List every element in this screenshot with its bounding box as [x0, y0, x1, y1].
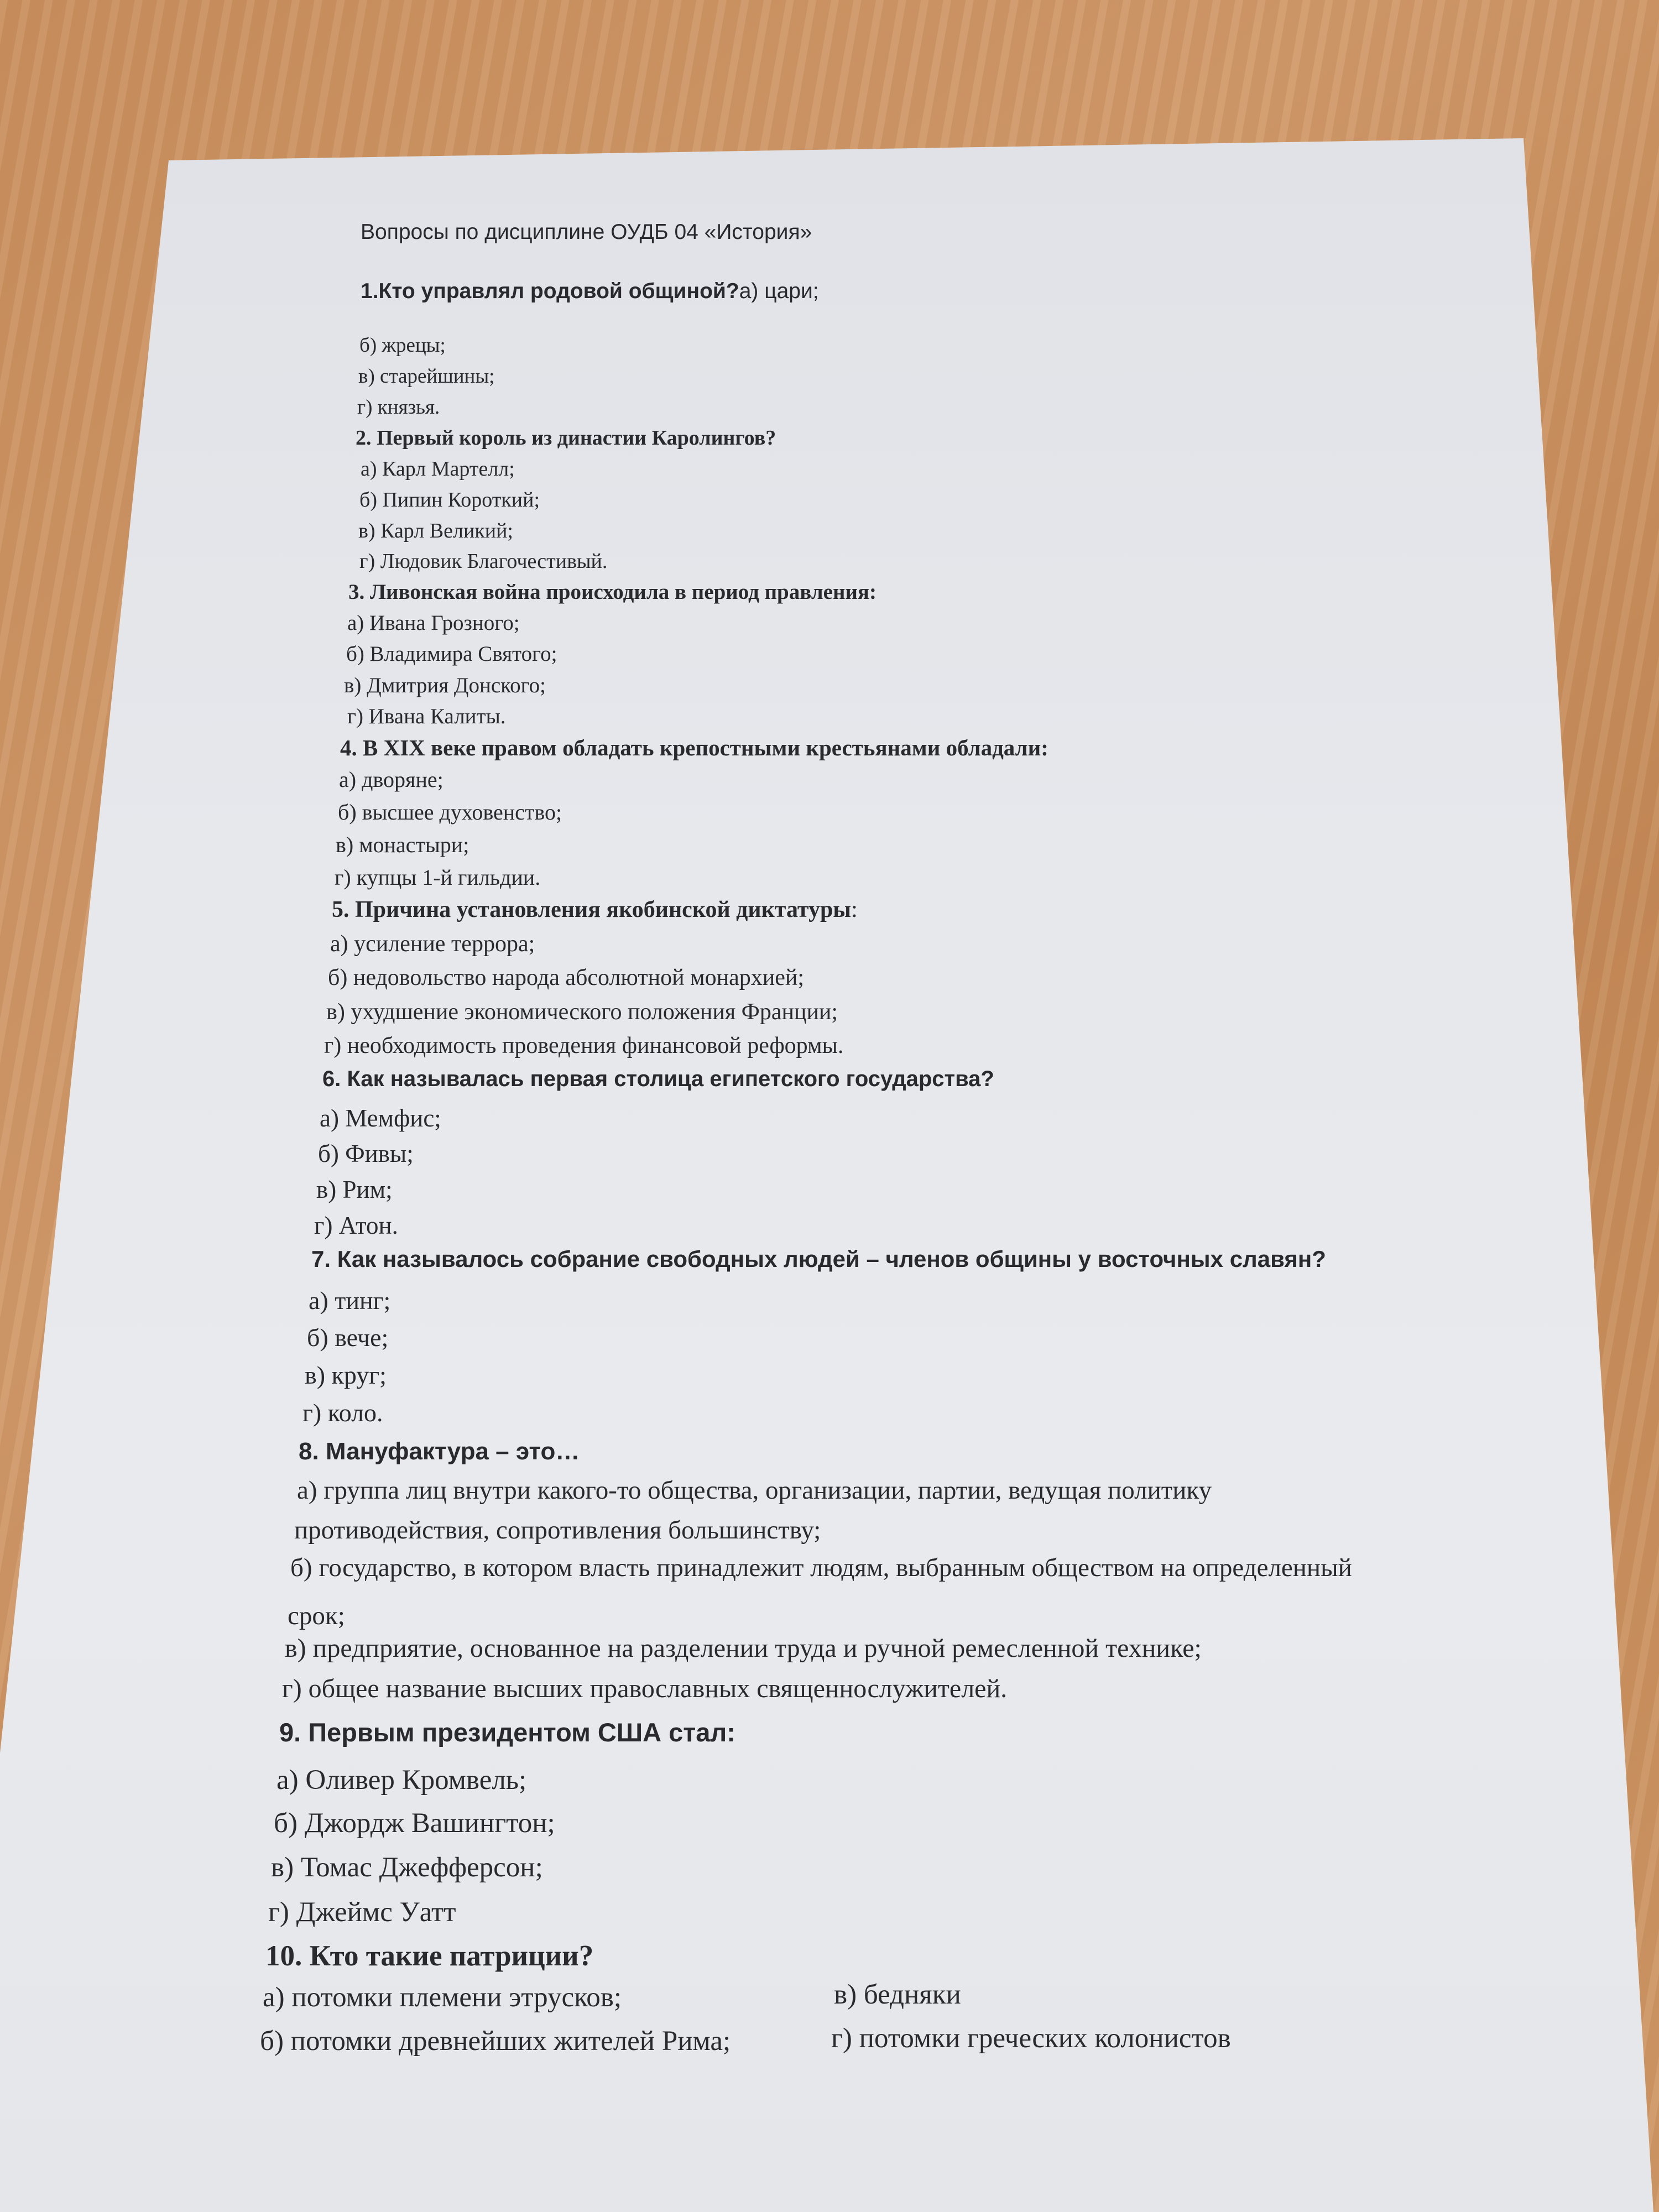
question-4: 4. В XIX веке правом обладать крепостными крестьянами обладали:	[340, 735, 1048, 760]
answer-9c: в) Томас Джефферсон;	[271, 1852, 543, 1883]
question-8: 8. Мануфактура – это…	[299, 1438, 580, 1465]
answer-2d: г) Людовик Благочестивый.	[359, 550, 608, 573]
answer-3c: в) Дмитрия Донского;	[344, 674, 546, 697]
question-6: 6. Как называлась первая столица египетского государства?	[322, 1067, 994, 1091]
answer-7b: б) вече;	[307, 1323, 389, 1352]
answer-4c: в) монастыри;	[336, 832, 469, 857]
answer-6c: в) Рим;	[316, 1176, 393, 1203]
answer-1d: г) князья.	[357, 396, 440, 419]
question-5-text: 5. Причина установления якобинской диктатуры	[332, 897, 852, 922]
answer-2a: а) Карл Мартелл;	[361, 457, 515, 481]
answer-5c: в) ухудшение экономического положения Франции;	[326, 999, 838, 1025]
answer-10d: г) потомки греческих колонистов	[831, 2023, 1231, 2054]
answer-5a: а) усиление террора;	[330, 931, 535, 957]
answer-3d: г) Ивана Калиты.	[347, 705, 506, 728]
answer-2c: в) Карл Великий;	[358, 519, 513, 542]
answer-10b: б) потомки древнейших жителей Рима;	[260, 2026, 731, 2057]
answer-1c: в) старейшины;	[358, 365, 495, 388]
answer-7a: а) тинг;	[309, 1286, 391, 1314]
answer-4a: а) дворяне;	[339, 767, 444, 792]
answer-8c: в) предприятие, основанное на разделении труда и ручной ремесленной технике;	[285, 1634, 1202, 1663]
question-5	[332, 896, 858, 923]
answer-8b-line2: срок;	[288, 1601, 345, 1630]
answer-6d: г) Атон.	[314, 1212, 398, 1239]
answer-1a: а) цари;	[739, 279, 819, 303]
answer-5b: б) недовольство народа абсолютной монархией;	[328, 965, 804, 990]
question-1	[361, 279, 819, 304]
question-2: 2. Первый король из династии Каролингов?	[356, 426, 776, 450]
answer-8b-line1: б) государство, в котором власть принадлежит людям, выбранным обществом на определенный	[290, 1553, 1352, 1582]
answer-8d: г) общее название высших православных священнослужителей.	[282, 1674, 1008, 1703]
document-header: Вопросы по дисциплине ОУДБ 04 «История»	[361, 220, 812, 244]
answer-8a-line1: а) группа лиц внутри какого-то общества, организации, партии, ведущая политику	[297, 1476, 1212, 1505]
answer-9d: г) Джеймс Уатт	[268, 1897, 456, 1928]
answer-8a-line2: противодействия, сопротивления большинству;	[294, 1516, 821, 1545]
answer-10c: в) бедняки	[834, 1979, 961, 2010]
answer-5d: г) необходимость проведения финансовой реформы.	[324, 1033, 844, 1058]
question-9: 9. Первым президентом США стал:	[279, 1718, 735, 1747]
question-3: 3. Ливонская война происходила в период правления:	[348, 580, 877, 604]
question-5-colon: :	[851, 897, 858, 922]
answer-2b: б) Пипин Короткий;	[359, 488, 540, 512]
answer-9a: а) Оливер Кромвель;	[276, 1765, 527, 1796]
answer-1b: б) жрецы;	[359, 334, 446, 357]
question-7: 7. Как называлось собрание свободных людей – членов общины у восточных славян?	[311, 1246, 1326, 1272]
answer-9b: б) Джордж Вашингтон;	[274, 1808, 555, 1839]
answer-3b: б) Владимира Святого;	[346, 642, 557, 666]
answer-7d: г) коло.	[302, 1399, 383, 1427]
answer-4d: г) купцы 1-й гильдии.	[335, 865, 541, 890]
answer-10a: а) потомки племени этрусков;	[263, 1982, 622, 2013]
answer-6b: б) Фивы;	[318, 1140, 414, 1167]
answer-3a: а) Ивана Грозного;	[347, 611, 520, 635]
answer-4b: б) высшее духовенство;	[338, 800, 562, 825]
answer-7c: в) круг;	[305, 1361, 387, 1389]
question-10: 10. Кто такие патриции?	[265, 1940, 594, 1972]
answer-6a: а) Мемфис;	[320, 1104, 441, 1132]
question-1-text: 1.Кто управлял родовой общиной?	[361, 279, 739, 303]
